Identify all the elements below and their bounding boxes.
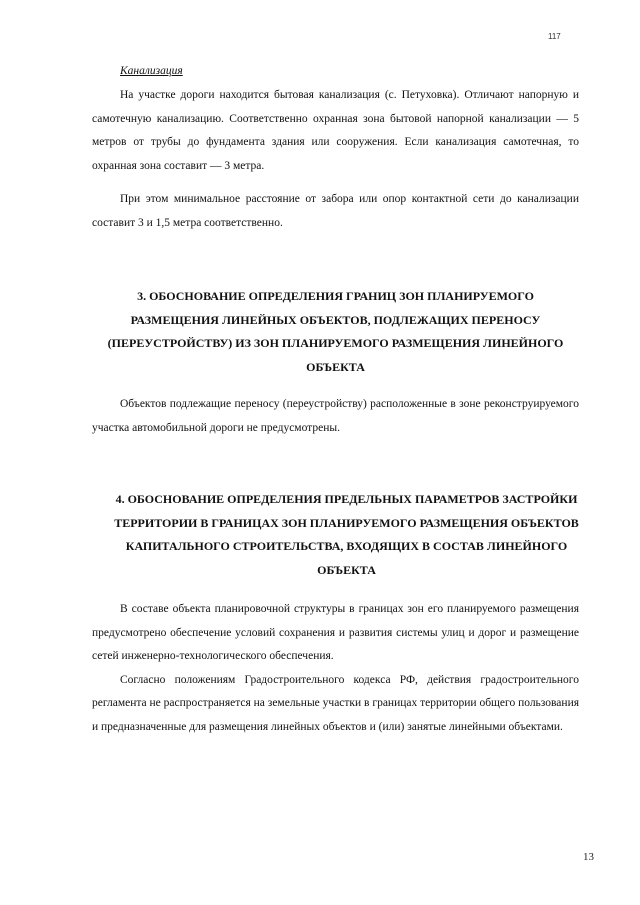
paragraph-section-4-2: Согласно положениям Градостроительного кодекса РФ, действия градостроительного регламента не распространяется на земельные участки в границах территории общего пользования и предназначенные для размещения линейных объектов и (или) занятые линейными объектами. [92,673,580,733]
paragraph-section-3: Объектов подлежащие переносу (переустройству) расположенные в зоне реконструируемого участка автомобильной дороги не предусмотрены. [92,398,579,434]
section-3-heading: 3. ОБОСНОВАНИЕ ОПРЕДЕЛЕНИЯ ГРАНИЦ ЗОН ПЛАНИРУЕМОГО РАЗМЕЩЕНИЯ ЛИНЕЙНЫХ ОБЪЕКТОВ, ПОДЛЕЖАЩИХ ПЕРЕНОСУ (ПЕРЕУСТРОЙСТВУ) ИЗ ЗОН ПЛАНИРУЕМОГО РАЗМЕЩЕНИЯ ЛИНЕЙНОГО ОБЪЕКТА [107,289,564,374]
paragraph-section-4-1: В составе объекта планировочной структуры в границах зон его планируемого размещения предусмотрено обеспечение условий сохранения и развития системы улиц и дорог и размещение сетей инженерно-технологического обеспечения. [92,603,579,662]
paragraph-sewer-2: При этом минимальное расстояние от забора или опор контактной сети до канализации составит 3 и 1,5 метра соответственно. [92,193,579,229]
section-label-sewer: Канализация [120,65,183,77]
page-number-bottom: 13 [583,851,594,863]
section-4-heading: 4. ОБОСНОВАНИЕ ОПРЕДЕЛЕНИЯ ПРЕДЕЛЬНЫХ ПАРАМЕТРОВ ЗАСТРОЙКИ ТЕРРИТОРИИ В ГРАНИЦАХ ЗОН ПЛАНИРУЕМОГО РАЗМЕЩЕНИЯ ОБЪЕКТОВ КАПИТАЛЬНОГО СТРОИТЕЛЬСТВА, ВХОДЯЩИХ В СОСТАВ ЛИНЕЙНОГО ОБЪЕКТА [114,492,579,577]
document-body [92,62,579,739]
page-number-top: 117 [548,32,561,41]
paragraph-sewer-1: На участке дороги находится бытовая канализация (с. Петуховка). Отличают напорную и самотечную канализацию. Соответственно охранная зона бытовой напорной канализации — 5 метров от трубы до фундамента здания или сооружения. Если канализация самотечная, то охранная зона составит — 3 метра. [92,89,579,172]
